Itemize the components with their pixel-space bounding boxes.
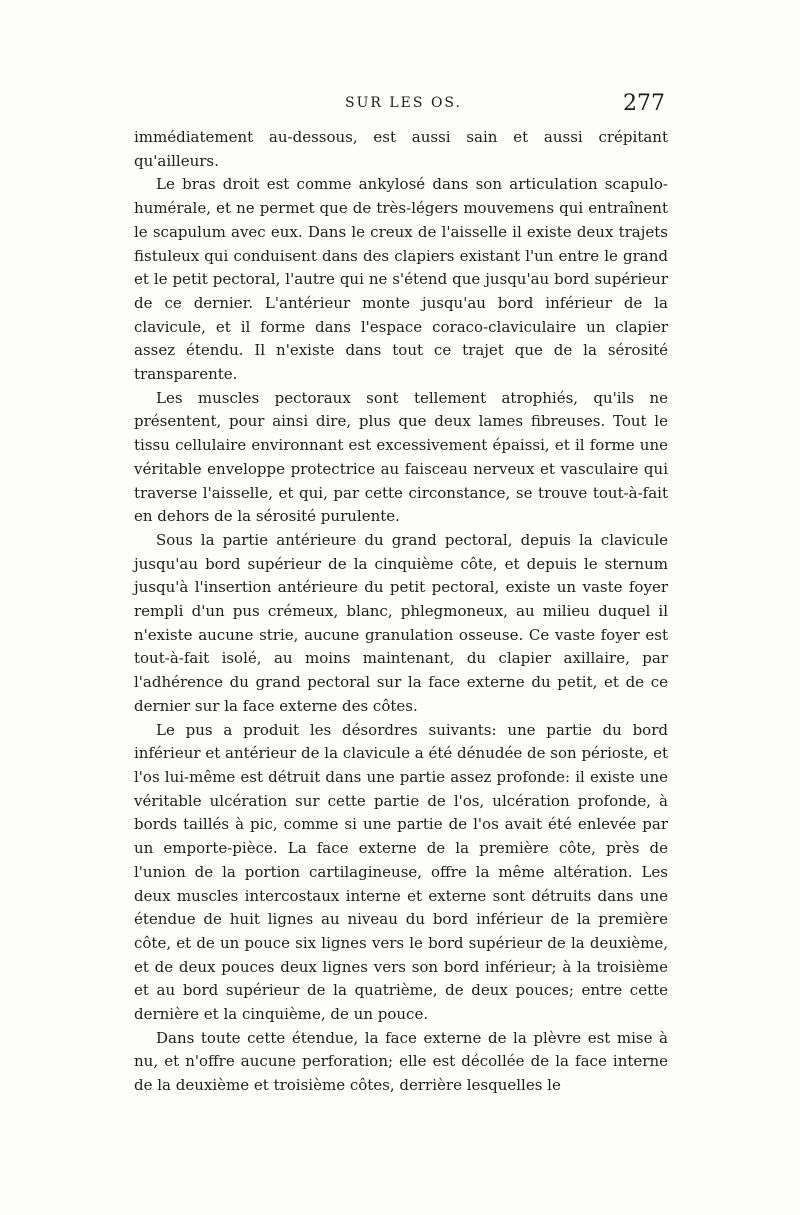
paragraph-continuation: immédiatement au-dessous, est aussi sain et aussi crépitant qu'ailleurs. [134,128,668,170]
running-head: SUR LES OS. [345,95,462,111]
page-header [135,91,665,125]
body-text [134,126,668,1098]
paragraph: Sous la partie antérieure du grand pectoral, depuis la clavicule jusqu'au bord supérieur de la cinquième côte, et depuis le sternum jusqu'à l'insertion antérieure du petit pectoral, existe un vaste foyer rempli d'un pus crémeux, blanc, phlegmoneux, au milieu duquel il n'existe aucune strie, aucune granulation osseuse. Ce vaste foyer est tout-à-fait isolé, au moins maintenant, du clapier axillaire, par l'adhérence du grand pectoral sur la face externe du petit, et de ce dernier sur la face externe des côtes. [134,530,668,715]
page-number: 277 [623,91,665,116]
paragraph: Dans toute cette étendue, la face externe de la plèvre est mise à nu, et n'offre aucune perforation; elle est décollée de la face interne de la deuxième et troisième côtes, derrière lesquelles le [134,1028,668,1095]
paragraph: Le pus a produit les désordres suivants: une partie du bord inférieur et antérieur de la clavicule a été dénudée de son périoste, et l'os lui-même est détruit dans une partie assez profonde: il existe une véritable ulcération sur cette partie de l'os, ulcération profonde, à bords taillés à pic, comme si une partie de l'os avait été enlevée par un emporte-pièce. La face externe de la première côte, près de l'union de la portion cartilagineuse, offre la même altération. Les deux muscles intercostaux interne et externe sont détruits dans une étendue de huit lignes au niveau du bord inférieur de la première côte, et de un pouce six lignes vers le bord supérieur de la deuxième, et de deux pouces deux lignes vers son bord inférieur; à la troisième et au bord supérieur de la quatrième, de deux pouces; entre cette dernière et la cinquième, de un pouce. [134,720,668,1024]
paragraph: Le bras droit est comme ankylosé dans son articulation scapulo-humérale, et ne permet que de très-légers mouvemens qui entraînent le scapulum avec eux. Dans le creux de l'aisselle il existe deux trajets fistuleux qui conduisent dans des clapiers existant l'un entre le grand et le petit pectoral, l'autre qui ne s'étend que jusqu'au bord supérieur de ce dernier. L'antérieur monte jusqu'au bord inférieur de la clavicule, et il forme dans l'espace coraco-claviculaire un clapier assez étendu. Il n'existe dans tout ce trajet que de la sérosité transparente. [134,175,668,384]
paragraph: Les muscles pectoraux sont tellement atrophiés, qu'ils ne présentent, pour ainsi dire, plus que deux lames fibreuses. Tout le tissu cellulaire environnant est excessivement épaissi, et il forme une véritable enveloppe protectrice au faisceau nerveux et vasculaire qui traverse l'aisselle, et qui, par cette circonstance, se trouve tout-à-fait en dehors de la sérosité purulente. [134,388,668,526]
